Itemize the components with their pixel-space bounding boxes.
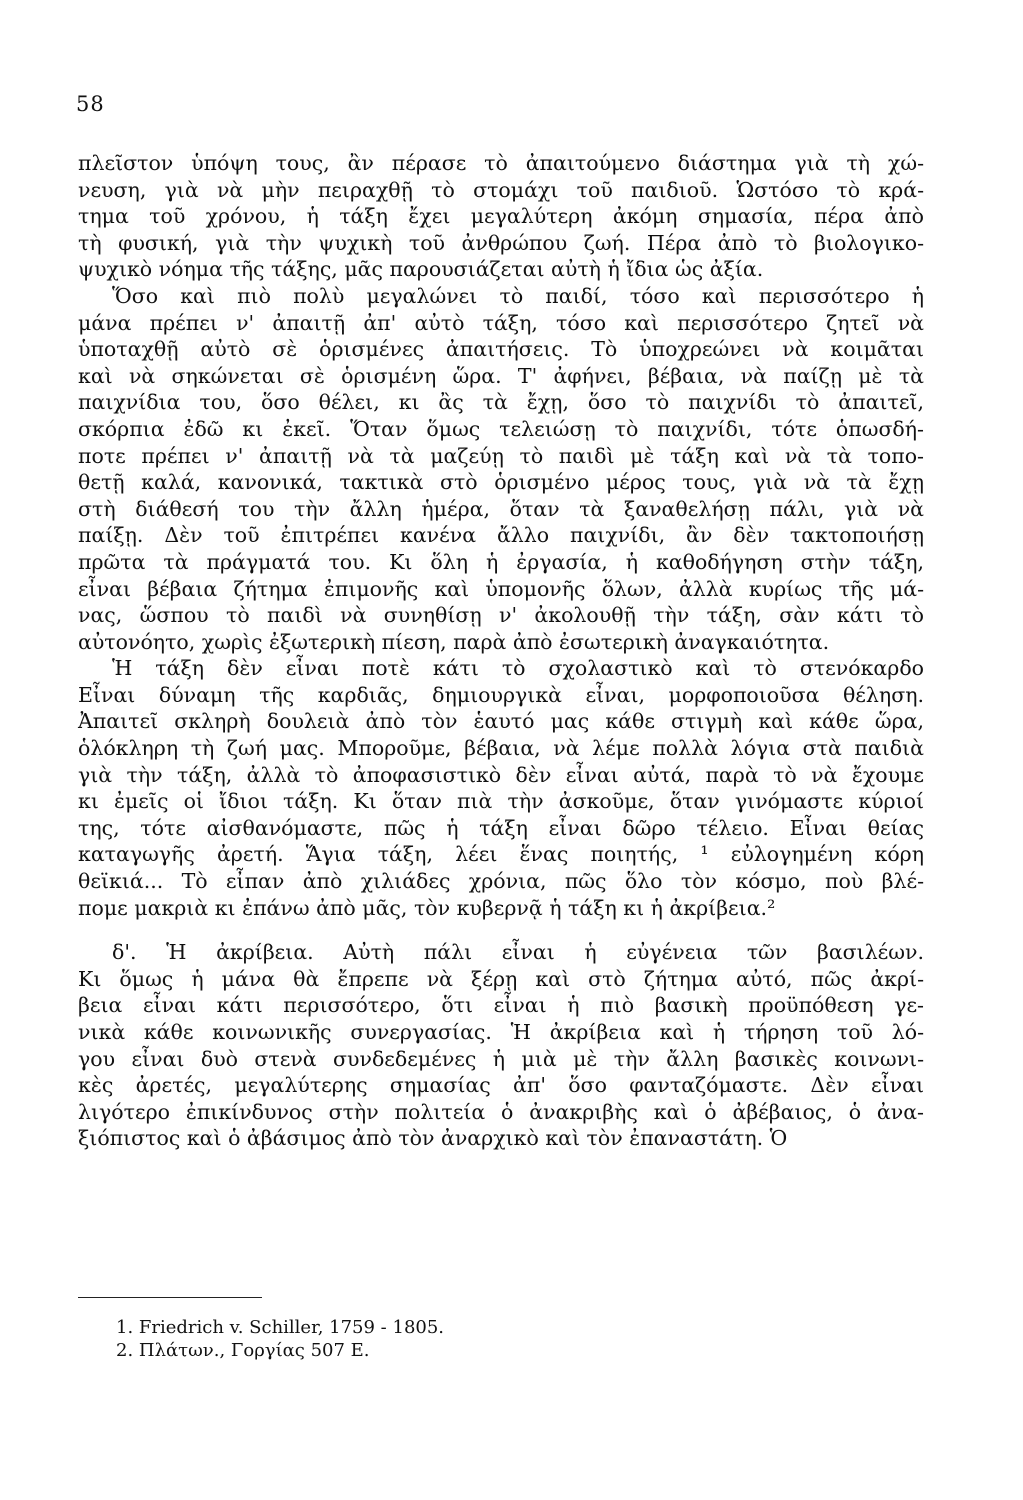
- text-line: λιγότερο ἐπικίνδυνος στὴν πολιτεία ὁ ἀνακριβὴς καὶ ὁ ἀβέβαιος, ὁ ἀνα-: [78, 1099, 924, 1124]
- footnote-rule: [78, 1297, 262, 1298]
- text-line: γου εἶναι δυὸ στενὰ συνδεδεμένες ἡ μιὰ μὲ τὴν ἄλλη βασικὲς κοινωνι-: [78, 1046, 924, 1071]
- text-line: κι ἐμεῖς οἱ ἴδιοι τάξη. Κι ὅταν πιὰ τὴν ἀσκοῦμε, ὅταν γινόμαστε κύριοί: [78, 789, 924, 814]
- text-line: σκόρπια ἐδῶ κι ἐκεῖ. Ὅταν ὅμως τελειώσῃ τὸ παιχνίδι, τότε ὁπωσδή-: [78, 416, 924, 441]
- paragraph-gap: [78, 921, 924, 939]
- text-line: γιὰ τὴν τάξη, ἀλλὰ τὸ ἀποφασιστικὸ δὲν εἶναι αὐτά, παρὰ τὸ νὰ ἔχουμε: [78, 762, 924, 787]
- text-line: πομε μακριὰ κι ἐπάνω ἀπὸ μᾶς, τὸν κυβερνᾷ ἡ τάξη κι ἡ ἀκρίβεια.²: [78, 895, 776, 920]
- body-text: [78, 150, 924, 1152]
- text-line: κὲς ἀρετές, μεγαλύτερης σημασίας ἀπ' ὅσο φανταζόμαστε. Δὲν εἶναι: [78, 1073, 924, 1098]
- text-line: νικὰ κάθε κοινωνικῆς συνεργασίας. Ἡ ἀκρίβεια καὶ ἡ τήρηση τοῦ λό-: [78, 1020, 924, 1044]
- text-line: τημα τοῦ χρόνου, ἡ τάξη ἔχει μεγαλύτερη ἀκόμη σημασία, πέρα ἀπὸ: [78, 204, 924, 229]
- text-line: νας, ὥσπου τὸ παιδὶ νὰ συνηθίσῃ ν' ἀκολουθῇ τὴν τάξη, σὰν κάτι τὸ: [78, 603, 924, 628]
- text-line: παίξῃ. Δὲν τοῦ ἐπιτρέπει κανένα ἄλλο παιχνίδι, ἂν δὲν τακτοποιήσῃ: [78, 523, 924, 548]
- text-line: θετῇ καλά, κανονικά, τακτικὰ στὸ ὁρισμένο μέρος τους, γιὰ νὰ τὰ ἔχῃ: [78, 470, 924, 495]
- text-line: μάνα πρέπει ν' ἀπαιτῇ ἀπ' αὐτὸ τάξη, τόσο καὶ περισσότερο ζητεῖ νὰ: [78, 310, 924, 335]
- footnote: 1. Friedrich v. Schiller, 1759 - 1805.: [116, 1317, 445, 1338]
- text-line: παιχνίδια του, ὅσο θέλει, κι ἂς τὰ ἔχῃ, ὅσο τὸ παιχνίδι τὸ ἀπαιτεῖ,: [78, 390, 924, 415]
- text-line: της, τότε αἰσθανόμαστε, πῶς ἡ τάξη εἶναι δῶρο τέλειο. Εἶναι θείας: [78, 815, 924, 840]
- text-line: ὑποταχθῇ αὐτὸ σὲ ὁρισμένες ἀπαιτήσεις. Τὸ ὑποχρεώνει νὰ κοιμᾶται: [78, 337, 924, 362]
- text-line: τὴ φυσική, γιὰ τὴν ψυχικὴ τοῦ ἀνθρώπου ζωή. Πέρα ἀπὸ τὸ βιολογικο-: [78, 230, 924, 255]
- footnote: 2. Πλάτων., Γοργίας 507 E.: [116, 1340, 370, 1361]
- text-line: Ἀπαιτεῖ σκληρὴ δουλειὰ ἀπὸ τὸν ἑαυτό μας κάθε στιγμὴ καὶ κάθε ὥρα,: [78, 709, 924, 734]
- text-line: ποτε πρέπει ν' ἀπαιτῇ νὰ τὰ μαζεύῃ τὸ παιδὶ μὲ τάξη καὶ νὰ τὰ τοπο-: [78, 443, 924, 468]
- text-line: Ἡ τάξη δὲν εἶναι ποτὲ κάτι τὸ σχολαστικὸ καὶ τὸ στενόκαρδο: [112, 656, 924, 681]
- text-line: πλεῖστον ὑπόψη τους, ἂν πέρασε τὸ ἀπαιτούμενο διάστημα γιὰ τὴ χώ-: [78, 151, 924, 175]
- text-line: βεια εἶναι κάτι περισσότερο, ὅτι εἶναι ἡ πιὸ βασικὴ προϋπόθεση γε-: [78, 993, 924, 1018]
- text-line: Ὅσο καὶ πιὸ πολὺ μεγαλώνει τὸ παιδί, τόσο καὶ περισσότερο ἡ: [112, 283, 924, 308]
- text-line: ὁλόκληρη τὴ ζωή μας. Μποροῦμε, βέβαια, νὰ λέμε πολλὰ λόγια στὰ παιδιὰ: [78, 736, 924, 761]
- text-line: εἶναι βέβαια ζήτημα ἐπιμονῆς καὶ ὑπομονῆς ὅλων, ἀλλὰ κυρίως τῆς μά-: [78, 576, 924, 601]
- text-line: ψυχικὸ νόημα τῆς τάξης, μᾶς παρουσιάζεται αὐτὴ ἡ ἴδια ὡς ἀξία.: [78, 257, 764, 282]
- text-line: Κι ὅμως ἡ μάνα θὰ ἔπρεπε νὰ ξέρῃ καὶ στὸ ζήτημα αὐτό, πῶς ἀκρί-: [78, 966, 924, 991]
- text-line: στὴ διάθεσή του τὴν ἄλλη ἡμέρα, ὅταν τὰ ξαναθελήσῃ πάλι, γιὰ νὰ: [78, 496, 924, 521]
- text-line: δ'. Ἡ ἀκρίβεια. Αὐτὴ πάλι εἶναι ἡ εὐγένεια τῶν βασιλέων.: [112, 940, 924, 965]
- text-line: καὶ νὰ σηκώνεται σὲ ὁρισμένη ὥρα. Τ' ἀφήνει, βέβαια, νὰ παίζῃ μὲ τὰ: [78, 363, 924, 388]
- text-line: θεϊκιά... Τὸ εἶπαν ἀπὸ χιλιάδες χρόνια, πῶς ὅλο τὸν κόσμο, ποὺ βλέ-: [78, 869, 924, 894]
- text-line: ξιόπιστος καὶ ὁ ἀβάσιμος ἀπὸ τὸν ἀναρχικὸ καὶ τὸν ἐπαναστάτη. Ὁ: [78, 1126, 788, 1151]
- footnotes: [116, 1316, 444, 1362]
- page-number: 58: [76, 92, 105, 116]
- text-line: πρῶτα τὰ πράγματά του. Κι ὅλη ἡ ἐργασία, ἡ καθοδήγηση στὴν τάξη,: [78, 549, 924, 574]
- text-line: αὐτονόητο, χωρὶς ἐξωτερικὴ πίεση, παρὰ ἀπὸ ἐσωτερικὴ ἀναγκαιότητα.: [78, 629, 830, 654]
- text-line: Εἶναι δύναμη τῆς καρδιᾶς, δημιουργικὰ εἶναι, μορφοποιοῦσα θέληση.: [78, 682, 924, 707]
- text-line: νευση, γιὰ νὰ μὴν πειραχθῇ τὸ στομάχι τοῦ παιδιοῦ. Ὡστόσο τὸ κρά-: [78, 177, 924, 202]
- text-line: καταγωγῆς ἀρετή. Ἅγια τάξη, λέει ἕνας ποιητής, ¹ εὐλογημένη κόρη: [78, 842, 924, 867]
